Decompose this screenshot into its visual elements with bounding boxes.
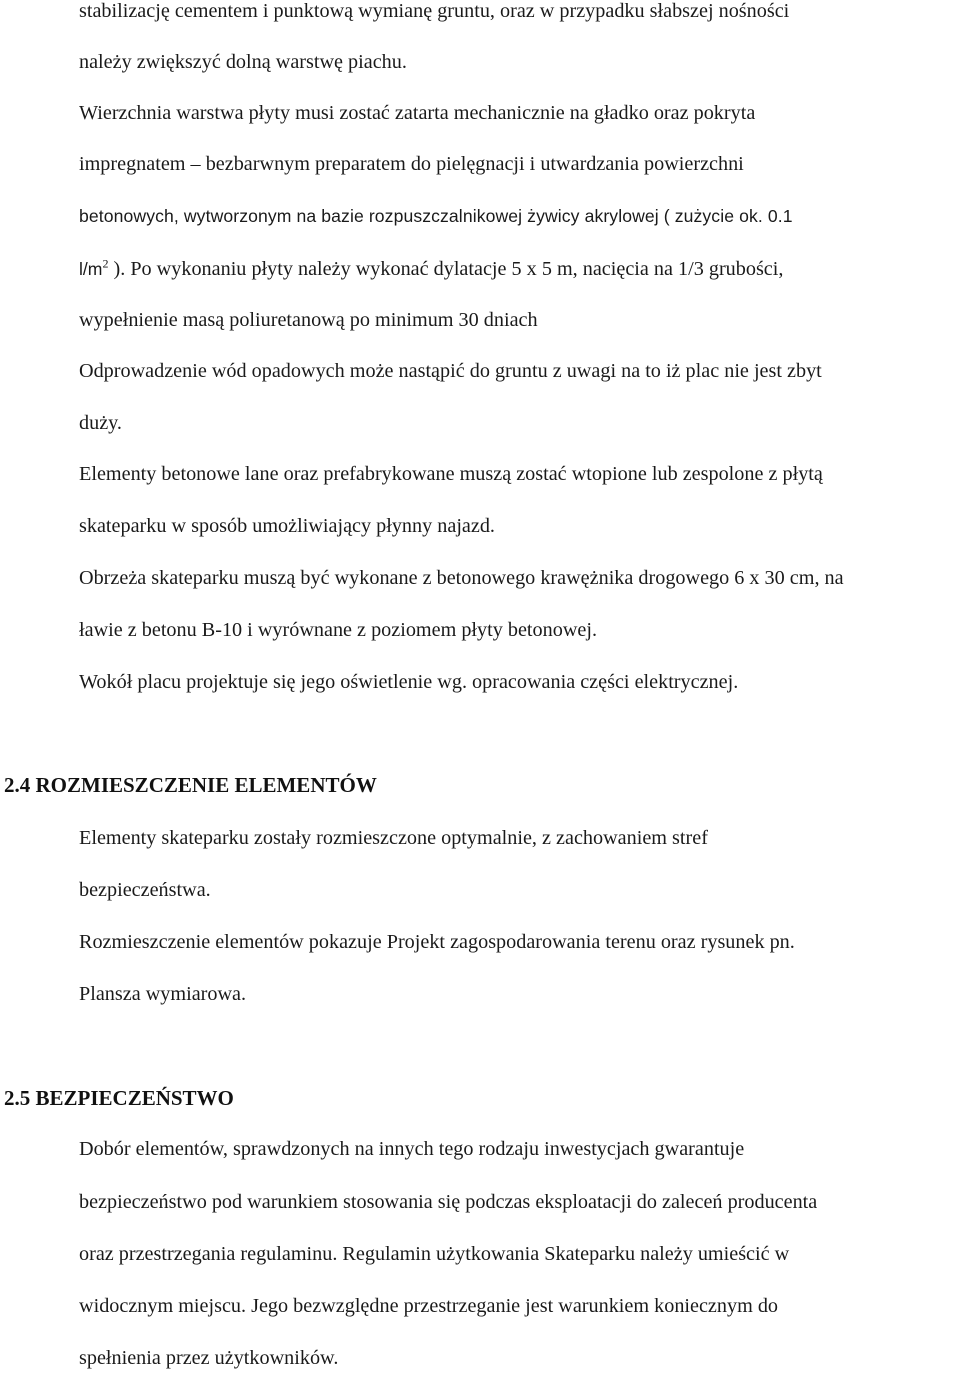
text-line: Dobór elementów, sprawdzonych na innych tego rodzaju inwestycjach gwarantuje — [79, 1138, 745, 1160]
text-line: spełnienia przez użytkowników. — [79, 1347, 339, 1369]
text-line: wypełnienie masą poliuretanową po minimum 30 dniach — [79, 309, 538, 331]
section-heading-2-4: 2.4 ROZMIESZCZENIE ELEMENTÓW — [4, 773, 377, 797]
text-line: Rozmieszczenie elementów pokazuje Projekt zagospodarowania terenu oraz rysunek pn. — [79, 931, 795, 953]
text-line: bezpieczeństwo pod warunkiem stosowania się podczas eksploatacji do zaleceń producenta — [79, 1191, 818, 1213]
text-line: betonowych, wytworzonym na bazie rozpuszczalnikowej żywicy akrylowej ( zużycie ok. 0.1 — [79, 206, 793, 226]
text-line: duży. — [79, 412, 122, 434]
section-heading-2-5: 2.5 BEZPIECZEŃSTWO — [4, 1086, 234, 1110]
text-line: Obrzeża skateparku muszą być wykonane z betonowego krawężnika drogowego 6 x 30 cm, na — [79, 567, 844, 589]
text-line: stabilizację cementem i punktową wymianę gruntu, oraz w przypadku słabszej nośności — [79, 0, 790, 22]
text-line: oraz przestrzegania regulaminu. Regulamin użytkowania Skateparku należy umieścić w — [79, 1243, 790, 1265]
text-line: należy zwiększyć dolną warstwę piachu. — [79, 51, 407, 73]
text-line: Plansza wymiarowa. — [79, 983, 247, 1005]
text-line: ławie z betonu B-10 i wyrównane z poziomem płyty betonowej. — [79, 619, 598, 641]
unit-text: l/m — [79, 259, 103, 279]
text-span: ). Po wykonaniu płyty należy wykonać dylatacje 5 x 5 m, nacięcia na 1/3 grubości, — [108, 258, 784, 280]
text-line-with-superscript — [79, 256, 783, 282]
text-line: Elementy skateparku zostały rozmieszczone optymalnie, z zachowaniem stref — [79, 827, 708, 849]
text-line: Elementy betonowe lane oraz prefabrykowane muszą zostać wtopione lub zespolone z płytą — [79, 463, 823, 485]
text-line: bezpieczeństwa. — [79, 879, 211, 901]
text-line: Odprowadzenie wód opadowych może nastąpić do gruntu z uwagi na to iż plac nie jest zbyt — [79, 360, 822, 382]
text-line: Wokół placu projektuje się jego oświetlenie wg. opracowania części elektrycznej. — [79, 671, 739, 693]
text-line: widocznym miejscu. Jego bezwzględne przestrzeganie jest warunkiem koniecznym do — [79, 1295, 779, 1317]
text-line: Wierzchnia warstwa płyty musi zostać zatarta mechanicznie na gładko oraz pokryta — [79, 102, 756, 124]
text-line: impregnatem – bezbarwnym preparatem do pielęgnacji i utwardzania powierzchni — [79, 153, 744, 175]
superscript: 2 — [102, 256, 109, 271]
text-line: skateparku w sposób umożliwiający płynny najazd. — [79, 515, 495, 537]
